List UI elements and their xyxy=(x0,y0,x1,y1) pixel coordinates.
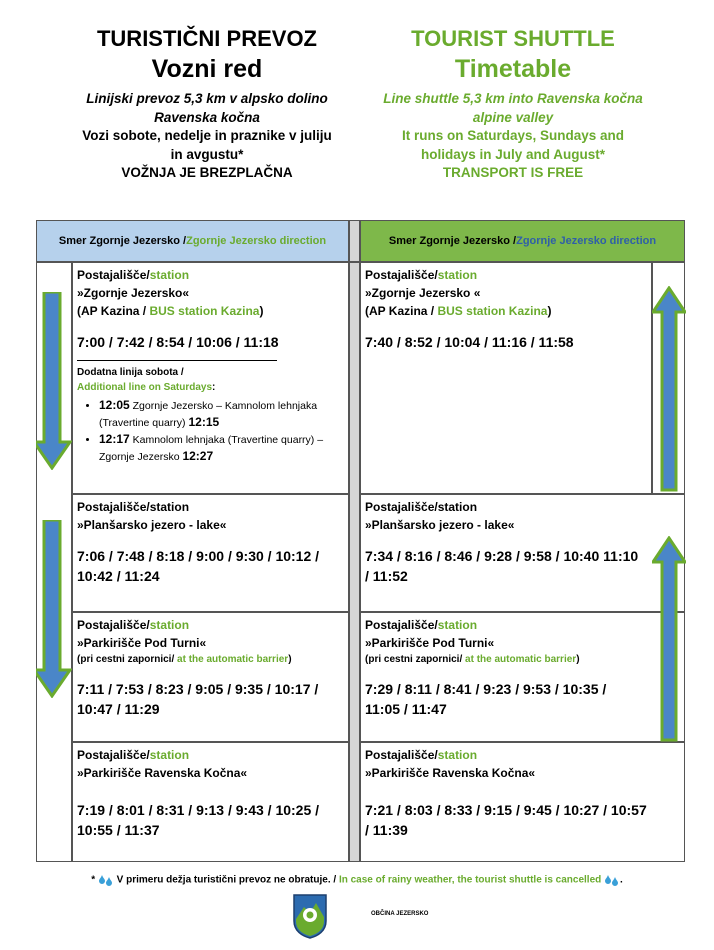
down-arrow-icon xyxy=(36,292,72,470)
desc-sl-3: Vozi sobote, nedelje in praznike v juliju xyxy=(82,128,332,143)
desc-sl-1: Linijski prevoz 5,3 km v alpsko dolino xyxy=(86,91,328,106)
station-label: Postajališče/station xyxy=(77,748,190,762)
desc-en-1: Line shuttle 5,3 km into Ravenska kočna xyxy=(383,91,643,106)
desc-en-3: It runs on Saturdays, Sundays and xyxy=(401,128,625,143)
timetable xyxy=(36,220,685,862)
station-sub: (AP Kazina / BUS station Kazina) xyxy=(365,304,552,318)
left-station-plansarsko-jezero xyxy=(72,494,349,612)
left-station-ravenska-kocna xyxy=(72,742,349,862)
gap-header xyxy=(349,220,360,262)
divider xyxy=(77,352,277,361)
organization-name: OBČINA JEZERSKO xyxy=(371,911,429,917)
municipality-crest-icon xyxy=(292,893,328,939)
departure-times: 7:29 / 8:11 / 8:41 / 9:23 / 9:53 / 10:35 / 11:05 / 11:47 xyxy=(365,681,607,717)
station-label: Postajališče/station xyxy=(77,618,190,632)
left-header-en: Zgornje Jezersko direction xyxy=(186,235,327,247)
right-station-zgornje-jezersko xyxy=(360,262,652,494)
right-header-en: Zgornje Jezersko direction xyxy=(516,235,657,247)
header-slovenian xyxy=(42,26,372,183)
departure-times: 7:19 / 8:01 / 8:31 / 9:13 / 9:43 / 10:25 / 10:55 / 11:37 xyxy=(77,802,320,838)
station-name: »Zgornje Jezersko « xyxy=(365,286,481,300)
station-label: Postajališče/station xyxy=(77,268,190,282)
station-name: »Parkirišče Ravenska Kočna« xyxy=(77,766,248,780)
right-column-header xyxy=(360,220,685,262)
down-arrow-icon xyxy=(36,520,72,698)
header-english xyxy=(348,26,678,183)
station-sub: (pri cestni zapornici/ at the automatic barrier) xyxy=(365,654,580,665)
station-label: Postajališče/station xyxy=(365,268,478,282)
extra-line-label-en: Additional line on Saturdays: xyxy=(77,382,216,393)
rain-drop-icon xyxy=(604,874,620,886)
departure-times: 7:21 / 8:03 / 8:33 / 9:15 / 9:45 / 10:27 / 10:57 / 11:39 xyxy=(365,802,647,838)
footnote: * V primeru dežja turistični prevoz ne obratuje. / In case of rainy weather, the tourist shuttle is cancelled . xyxy=(91,874,623,886)
subtitle-sl: Vozni red xyxy=(151,55,263,83)
right-station-plansarsko-jezero xyxy=(360,494,685,612)
right-station-ravenska-kocna xyxy=(360,742,685,862)
left-header-sl: Smer Zgornje Jezersko / xyxy=(58,235,187,247)
desc-sl-4: in avgustu* xyxy=(170,146,244,162)
station-name: »Planšarsko jezero - lake« xyxy=(365,518,515,532)
station-label: Postajališče/station xyxy=(365,500,478,514)
station-sub: (AP Kazina / BUS station Kazina) xyxy=(77,304,264,318)
right-station-pod-turni xyxy=(360,612,685,742)
header xyxy=(0,0,714,210)
departure-times: 7:11 / 7:53 / 8:23 / 9:05 / 9:35 / 10:17 / 10:47 / 11:29 xyxy=(77,681,319,717)
departure-times: 7:06 / 7:48 / 8:18 / 9:00 / 9:30 / 10:12 / 10:42 / 11:24 xyxy=(77,548,320,584)
station-name: »Parkirišče Ravenska Kočna« xyxy=(365,766,536,780)
left-column-header xyxy=(36,220,349,262)
right-header-sl: Smer Zgornje Jezersko / xyxy=(388,235,517,247)
extra-line-label: Dodatna linija sobota / xyxy=(77,367,184,378)
up-arrow-icon xyxy=(652,536,686,742)
departure-times: 7:00 / 7:42 / 8:54 / 10:06 / 11:18 xyxy=(77,334,279,350)
station-name: »Zgornje Jezersko« xyxy=(77,286,190,300)
desc-en-2: alpine valley xyxy=(472,109,554,125)
station-name: »Parkirišče Pod Turni« xyxy=(77,636,207,650)
extra-line-list xyxy=(77,397,344,465)
title-en: TOURIST SHUTTLE xyxy=(411,26,615,51)
station-label: Postajališče/station xyxy=(77,500,190,514)
station-name: »Parkirišče Pod Turni« xyxy=(365,636,495,650)
up-arrow-icon xyxy=(652,286,686,492)
desc-sl-2: Ravenska kočna xyxy=(154,109,260,125)
departure-times: 7:34 / 8:16 / 8:46 / 9:28 / 9:58 / 10:40 11:10 / 11:52 xyxy=(365,548,639,584)
desc-en-5: TRANSPORT IS FREE xyxy=(442,165,584,180)
station-name: »Planšarsko jezero - lake« xyxy=(77,518,227,532)
list-item: • 12:17 Kamnolom lehnjaka (Travertine quarry) – Zgornje Jezersko 12:27 xyxy=(99,431,344,465)
desc-sl-5: VOŽNJA JE BREZPLAČNA xyxy=(121,165,293,180)
desc-en-4: holidays in July and August* xyxy=(420,146,606,162)
left-station-zgornje-jezersko xyxy=(72,262,349,494)
title-sl: TURISTIČNI PREVOZ xyxy=(96,26,317,51)
rain-drop-icon xyxy=(98,874,114,886)
departure-times: 7:40 / 8:52 / 10:04 / 11:16 / 11:58 xyxy=(365,334,574,350)
left-station-pod-turni xyxy=(72,612,349,742)
station-label: Postajališče/station xyxy=(365,748,478,762)
list-item: • 12:05 Zgornje Jezersko – Kamnolom lehnjaka (Travertine quarry) 12:15 xyxy=(99,397,344,431)
gap-column xyxy=(349,262,360,862)
subtitle-en: Timetable xyxy=(454,55,572,83)
station-label: Postajališče/station xyxy=(365,618,478,632)
station-sub: (pri cestni zapornici/ at the automatic barrier) xyxy=(77,654,292,665)
